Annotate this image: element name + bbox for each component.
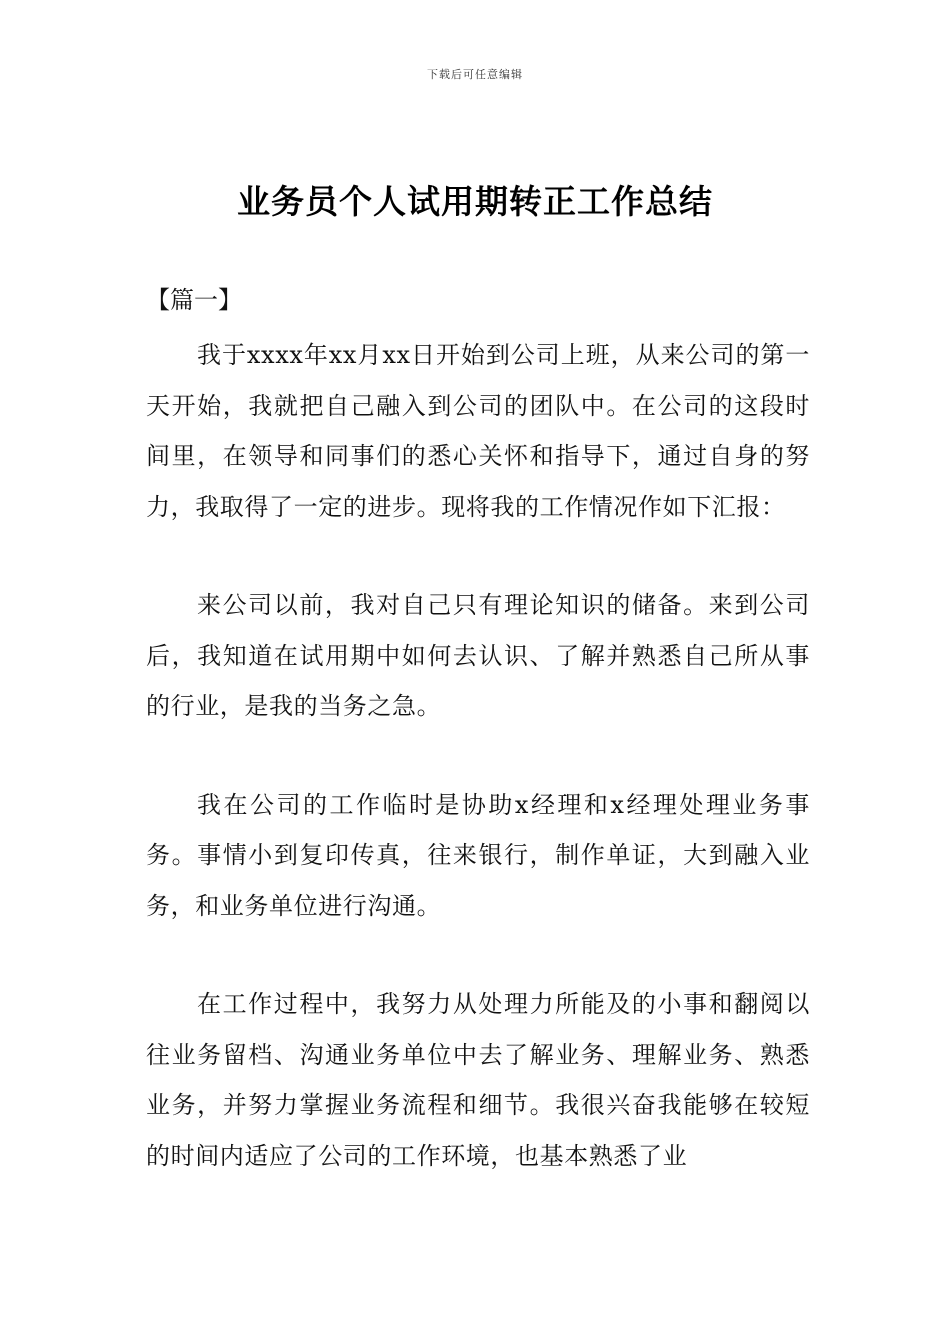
paragraph-4: 在工作过程中，我努力从处理力所能及的小事和翻阅以往业务留档、沟通业务单位中去了解业务、理解业务、熟悉业务，并努力掌握业务流程和细节。我很兴奋我能够在较短的时间内适应了公司的工作环境，也基本熟悉了业 (146, 990, 810, 1170)
document-body (146, 330, 810, 1181)
document-title: 业务员个人试用期转正工作总结 (237, 182, 713, 221)
section-label: 【篇一】 (146, 286, 242, 314)
paragraph-3: 我在公司的工作临时是协助x经理和x经理处理业务事务。事情小到复印传真，往来银行，制作单证，大到融入业务，和业务单位进行沟通。 (146, 790, 810, 920)
paragraph-1: 我于xxxx年xx月xx日开始到公司上班，从来公司的第一天开始，我就把自己融入到公司的团队中。在公司的这段时间里，在领导和同事们的悉心关怀和指导下，通过自身的努力，我取得了一定的进步。现将我的工作情况作如下汇报： (146, 341, 810, 521)
paragraph-2: 来公司以前，我对自己只有理论知识的储备。来到公司后，我知道在试用期中如何去认识、了解并熟悉自己所从事的行业，是我的当务之急。 (146, 591, 810, 720)
header-note: 下载后可任意编辑 (427, 68, 523, 81)
